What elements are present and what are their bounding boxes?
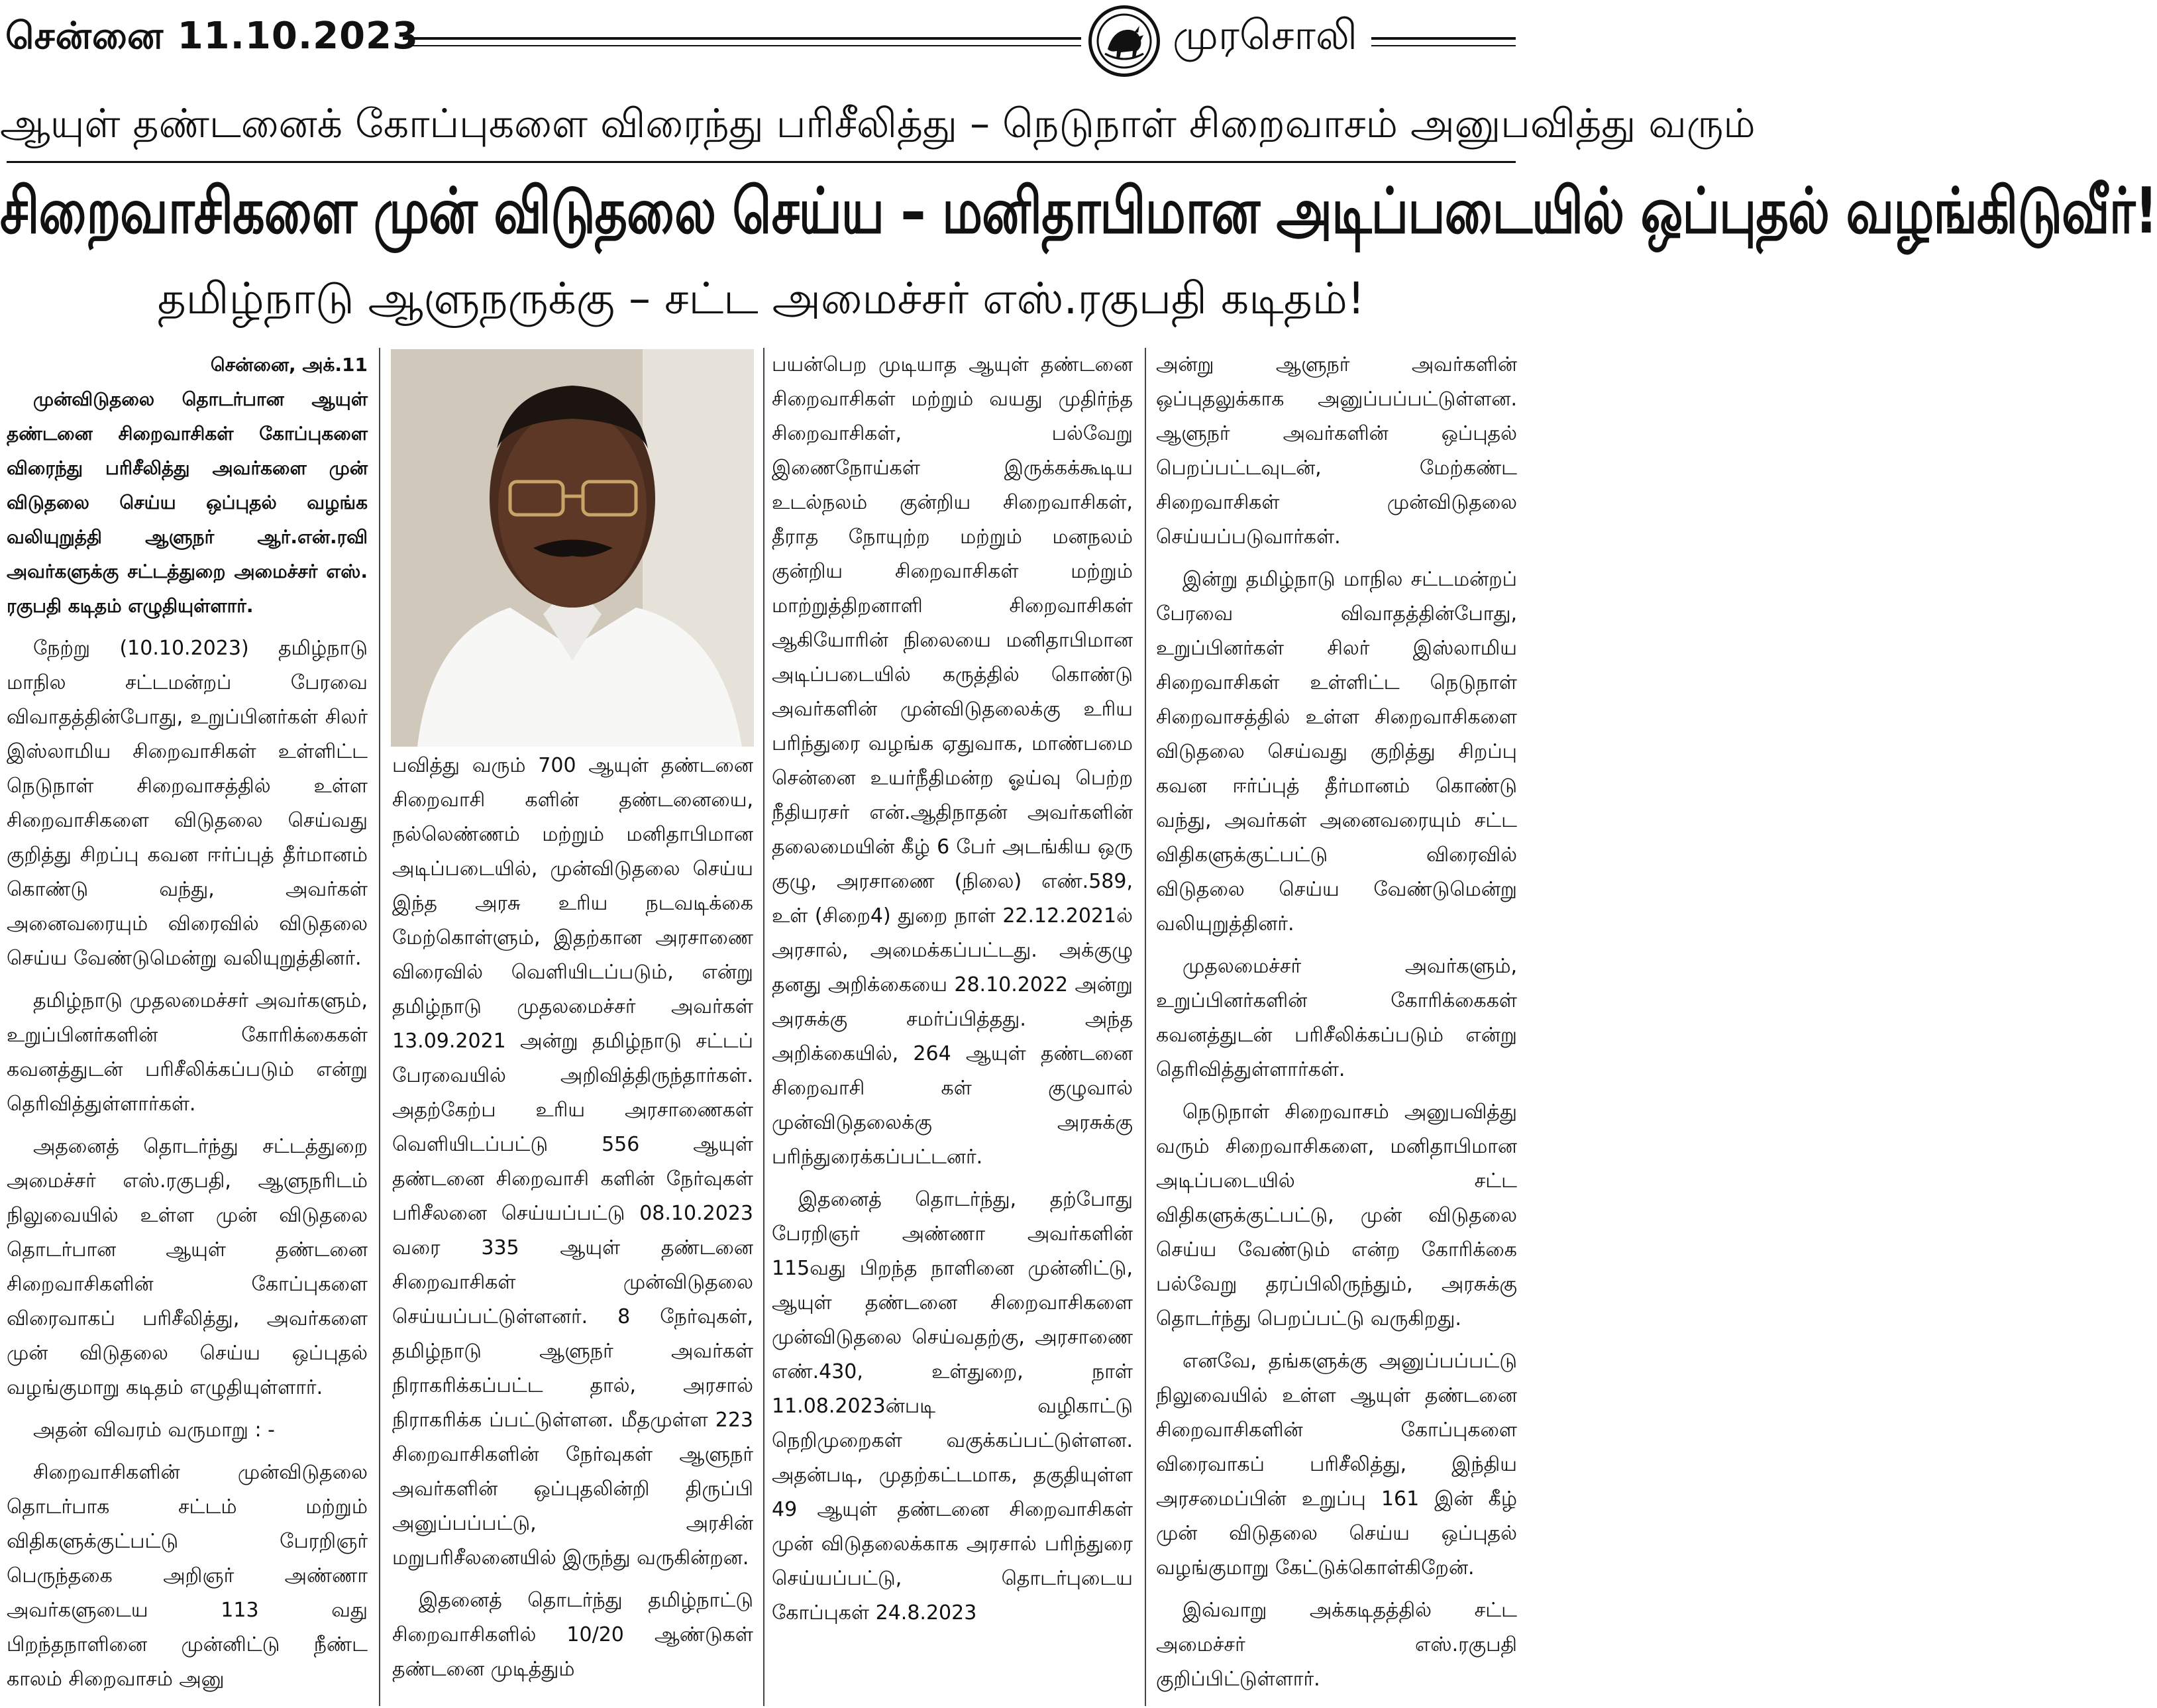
paragraph: சிறைவாசிகளின் முன்விடுதலை தொடர்பாக சட்டம் மற்றும் விதிகளுக்குட்பட்டு பேரறிஞர் பெருந்தகை அறிஞர் அண்ணா அவர்களுடைய 113 வது பிறந்தநாளினை முன்னிட்டு நீண்ட காலம் சிறைவாசம் அனு	[7, 1461, 368, 1691]
column-divider	[379, 348, 380, 1706]
newspaper-name: முரசொலி	[1173, 11, 1357, 59]
minister-photo	[391, 349, 754, 747]
paragraph: எனவே, தங்களுக்கு அனுப்பப்பட்டு நிலுவையில் உள்ள ஆயுள் தண்டனை சிறைவாசிகளின் கோப்புகளை விரைவாகப் பரிசீலித்து, இந்திய அரசமைப்பின் உறுப்பு 161 இன் கீழ் முன் விடுதலை செய்ய ஒப்புதல் வழங்குமாறு கேட்டுக்கொள்கிறேன்.	[1156, 1350, 1517, 1579]
paragraph: இவ்வாறு அக்கடிதத்தில் சட்ட அமைச்சர் எஸ்.ரகுபதி குறிப்பிட்டுள்ளார்.	[1156, 1599, 1517, 1691]
paragraph: முதலமைச்சர் அவர்களும், உறுப்பினர்களின் கோரிக்கைகள் கவனத்துடன் பரிசீலிக்கப்படும் என்று தெரிவித்துள்ளார்கள்.	[1156, 955, 1517, 1081]
article-column-4	[1156, 348, 1517, 1705]
paragraph: நெடுநாள் சிறைவாசம் அனுபவித்து வரும் சிறைவாசிகளை, மனிதாபிமான அடிப்படையில் சட்ட விதிகளுக்குட்பட்டு, முன் விடுதலை செய்ய வேண்டும் என்ற கோரிக்கை பல்வேறு தரப்பிலிருந்தும், அரசுக்கு தொடர்ந்து பெறப்பட்டு வருகிறது.	[1156, 1100, 1517, 1330]
masthead-rule-bottom	[403, 45, 1081, 46]
paragraph: இதனைத் தொடர்ந்து, தற்போது பேரறிஞர் அண்ணா அவர்களின் 115வது பிறந்த நாளினை முன்னிட்டு, ஆயுள் தண்டனை சிறைவாசிகளை முன்விடுதலை செய்வதற்கு, அரசாணை எண்.430, உள்துறை, நாள் 11.08.2023ன்படி வழிகாட்டு நெறிமுறைகள் வகுக்கப்பட்டுள்ளன. அதன்படி, முதற்கட்டமாக, தகுதியுள்ள 49 ஆயுள் தண்டனை சிறைவாசிகள் முன் விடுதலைக்காக அரசால் பரிந்துரை செய்யப்பட்டு, தொடர்புடைய கோப்புகள் 24.8.2023	[772, 1188, 1133, 1625]
paragraph: பவித்து வரும் 700 ஆயுள் தண்டனை சிறைவாசி களின் தண்டனையை, நல்லெண்ணம் மற்றும் மனிதாபிமான அடிப்படையில், முன்விடுதலை செய்ய இந்த அரசு உரிய நடவடிக்கை மேற்கொள்ளும், இதற்கான அரசாணை விரைவில் வெளியிடப்படும், என்று தமிழ்நாடு முதலமைச்சர் அவர்கள் 13.09.2021 அன்று தமிழ்நாடு சட்டப் பேரவையில் அறிவித்திருந்தார்கள். அதற்கேற்ப உரிய அரசாணைகள் வெளியிடப்பட்டு 556 ஆயுள் தண்டனை சிறைவாசி களின் நேர்வுகள் பரிசீலனை செய்யப்பட்டு 08.10.2023 வரை 335 ஆயுள் தண்டனை சிறைவாசிகள் முன்விடுதலை செய்யப்பட்டுள்ளனர். 8 நேர்வுகள், தமிழ்நாடு ஆளுநர் அவர்கள் நிராகரிக்கப்பட்ட தால், அரசால் நிராகரிக்க ப்பட்டுள்ளன. மீதமுள்ள 223 சிறைவாசிகளின் நேர்வுகள் ஆளுநர் அவர்களின் ஒப்புதலின்றி திருப்பி அனுப்பப்பட்டு, அரசின் மறுபரிசீலனையில் இருந்து வருகின்றன.	[392, 754, 753, 1570]
masthead-rule-right	[1371, 37, 1516, 40]
column-divider	[763, 348, 764, 1706]
paragraph: தமிழ்நாடு முதலமைச்சர் அவர்களும், உறுப்பினர்களின் கோரிக்கைகள் கவனத்துடன் பரிசீலிக்கப்படும் என்று தெரிவித்துள்ளார்கள்.	[7, 989, 368, 1116]
paragraph: இதனைத் தொடர்ந்து தமிழ்நாட்டு சிறைவாசிகளில் 10/20 ஆண்டுகள் தண்டனை முடித்தும்	[392, 1589, 753, 1681]
paragraph: நேற்று (10.10.2023) தமிழ்நாடு மாநில சட்டமன்றப் பேரவை விவாதத்தின்போது, உறுப்பினர்கள் சிலர் இஸ்லாமிய சிறைவாசிகள் உள்ளிட்ட நெடுநாள் சிறைவாசத்தில் உள்ள சிறைவாசிகளை விடுதலை செய்வது குறித்து சிறப்பு கவன ஈர்ப்புத் தீர்மானம் கொண்டு வந்து, அவர்கள் அனைவரையும் விரைவில் விடுதலை செய்ய வேண்டுமென்று வலியுறுத்தினர்.	[7, 637, 368, 970]
dateline: சென்னை, அக்.11	[210, 354, 368, 376]
masthead	[0, 0, 1522, 86]
rising-sun-logo-icon	[1088, 5, 1160, 77]
paragraph: அதன் விவரம் வருமாறு : -	[33, 1418, 275, 1442]
kicker-underline	[7, 161, 1516, 163]
paragraph: அதனைத் தொடர்ந்து சட்டத்துறை அமைச்சர் எஸ்.ரகுபதி, ஆளுநரிடம் நிலுவையில் உள்ள முன் விடுதலை தொடர்பான ஆயுள் தண்டனை சிறைவாசிகளின் கோப்புகளை விரைவாகப் பரிசீலித்து, அவர்களை முன் விடுதலை செய்ய ஒப்புதல் வழங்குமாறு கடிதம் எழுதியுள்ளார்.	[7, 1135, 368, 1399]
article-intro	[7, 348, 368, 623]
article-column-3	[772, 348, 1133, 1638]
article-column-2	[392, 749, 753, 1695]
intro-paragraph: முன்விடுதலை தொடர்பான ஆயுள் தண்டனை சிறைவாசிகள் கோப்புகளை விரைந்து பரிசீலித்து அவர்களை முன் விடுதலை செய்ய ஒப்புதல் வழங்க வலியுறுத்தி ஆளுநர் ஆர்.என்.ரவி அவர்களுக்கு சட்டத்துறை அமைச்சர் எஸ். ரகுபதி கடிதம் எழுதியுள்ளார்.	[7, 388, 368, 617]
paragraph: பயன்பெற முடியாத ஆயுள் தண்டனை சிறைவாசிகள் மற்றும் வயது முதிர்ந்த சிறைவாசிகள், பல்வேறு இணைநோய்கள் இருக்கக்கூடிய உடல்நலம் குன்றிய சிறைவாசிகள், தீராத நோயுற்ற மற்றும் மனநலம் குன்றிய சிறைவாசிகள் மற்றும் மாற்றுத்திறனாளி சிறைவாசிகள் ஆகியோரின் நிலையை மனிதாபிமான அடிப்படையில் கருத்தில் கொண்டு அவர்களின் முன்விடுதலைக்கு உரிய பரிந்துரை வழங்க ஏதுவாக, மாண்பமை சென்னை உயர்நீதிமன்ற ஓய்வு பெற்ற நீதியரசர் என்.ஆதிநாதன் அவர்களின் தலைமையின் கீழ் 6 பேர் அடங்கிய ஒரு குழு, அரசாணை (நிலை) எண்.589, உள் (சிறை4) துறை நாள் 22.12.2021ல் அரசால், அமைக்கப்பட்டது. அக்குழு தனது அறிக்கையை 28.10.2022 அன்று அரசுக்கு சமர்ப்பித்தது. அந்த அறிக்கையில், 264 ஆயுள் தண்டனை சிறைவாசி கள் குழுவால் முன்விடுதலைக்கு அரசுக்கு பரிந்துரைக்கப்பட்டனர்.	[772, 353, 1133, 1169]
article-column-1	[7, 348, 368, 1705]
main-headline: சிறைவாசிகளை முன் விடுதலை செய்ய – மனிதாபிமான அடிப்படையில் ஒப்புதல் வழங்கிடுவீர்!	[0, 174, 2157, 248]
kicker-headline: ஆயுள் தண்டனைக் கோப்புகளை விரைந்து பரிசீலித்து – நெடுநாள் சிறைவாசம் அனுபவித்து வரும்	[0, 101, 1756, 147]
paragraph: இன்று தமிழ்நாடு மாநில சட்டமன்றப் பேரவை விவாதத்தின்போது, உறுப்பினர்கள் சிலர் இஸ்லாமிய சிறைவாசிகள் உள்ளிட்ட நெடுநாள் சிறைவாசத்தில் உள்ள சிறைவாசிகளை விடுதலை செய்வது குறித்து சிறப்பு கவன ஈர்ப்புத் தீர்மானம் கொண்டு வந்து, அவர்கள் அனைவரையும் சட்ட விதிகளுக்குட்பட்டு விரைவில் விடுதலை செய்ய வேண்டுமென்று வலியுறுத்தினர்.	[1156, 568, 1517, 935]
masthead-rule-top	[403, 37, 1081, 40]
sub-headline: தமிழ்நாடு ஆளுநருக்கு – சட்ட அமைச்சர் எஸ்.ரகுபதி கடிதம்!	[157, 273, 1365, 324]
column-divider	[1145, 348, 1146, 1706]
masthead-rule-right-2	[1371, 45, 1516, 46]
city-date: சென்னை 11.10.2023	[5, 15, 419, 58]
paragraph: அன்று ஆளுநர் அவர்களின் ஒப்புதலுக்காக அனுப்பப்பட்டுள்ளன. ஆளுநர் அவர்களின் ஒப்புதல் பெறப்பட்டவுடன், மேற்கண்ட சிறைவாசிகள் முன்விடுதலை செய்யப்படுவார்கள்.	[1156, 353, 1517, 549]
